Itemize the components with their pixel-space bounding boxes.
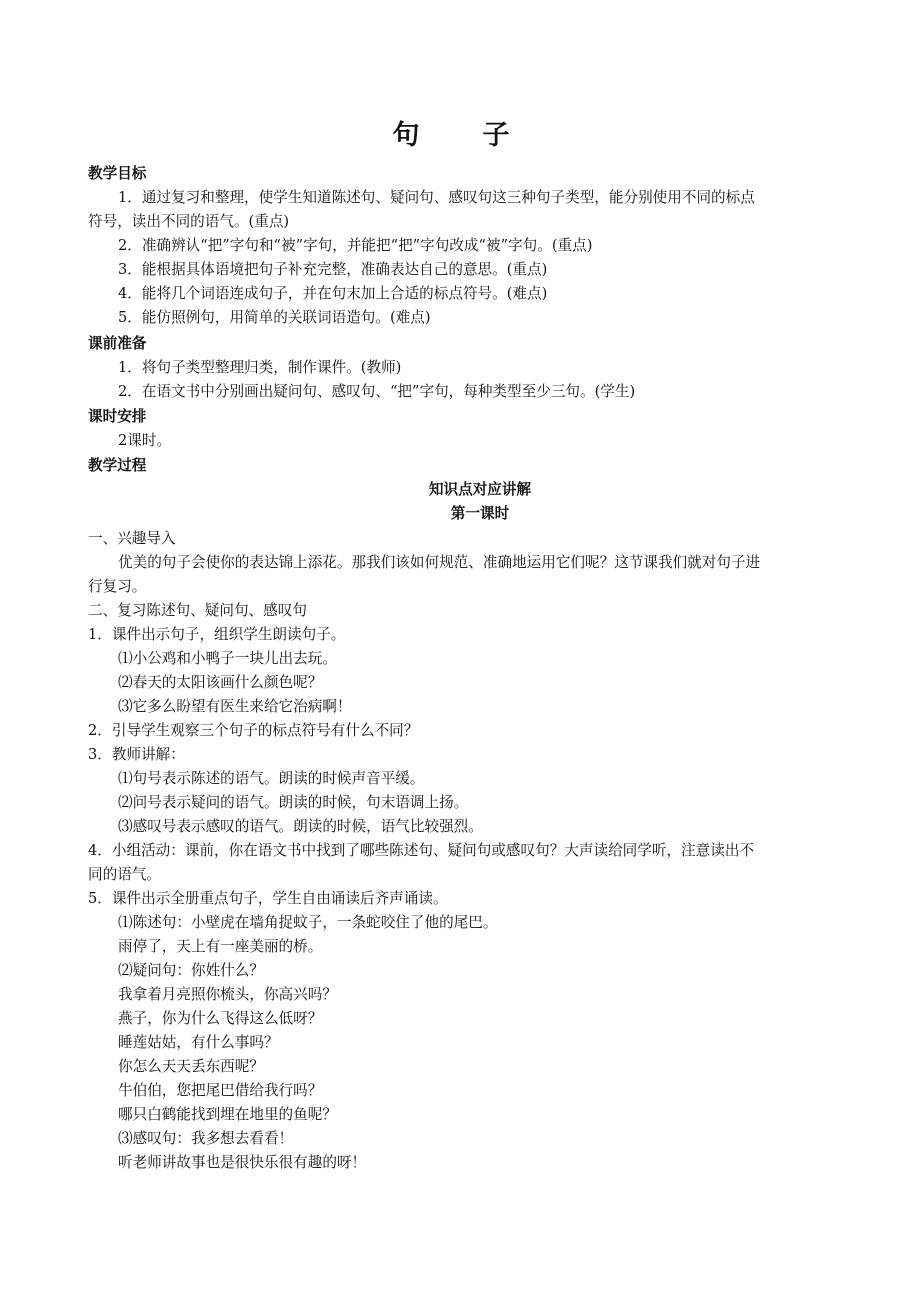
step-3-item-2: ⑵问号表示疑问的语气。朗读的时候，句末语调上扬。 [118, 794, 469, 811]
lesson-title: 第一课时 [450, 505, 510, 522]
goals-heading: 教学目标 [88, 165, 147, 182]
part1-text-cont: 行复习。 [88, 578, 147, 595]
step-5: 5．课件出示全册重点句子，学生自由诵读后齐声诵读。 [88, 890, 448, 907]
prep-item-2: 2．在语文书中分别画出疑问句、感叹句、“把”字句，每种类型至少三句。(学生) [118, 383, 636, 400]
goal-item-1-cont: 符号，读出不同的语气。(重点) [88, 213, 290, 230]
process-heading: 教学过程 [88, 457, 147, 474]
step-5-item-5: 燕子，你为什么飞得这么低呀？ [118, 1010, 323, 1027]
step-5-item-7: 你怎么天天丢东西呢？ [118, 1058, 264, 1075]
goal-item-3: 3．能根据具体语境把句子补充完整，准确表达自己的意思。(重点) [118, 261, 548, 278]
step-5-item-3: ⑵疑问句：你姓什么？ [118, 962, 264, 979]
step-4: 4．小组活动：课前，你在语文书中找到了哪些陈述句、疑问句或感叹句？大声读给同学听，注意读出不 [88, 842, 755, 859]
step-5-item-4: 我拿着月亮照你梳头，你高兴吗？ [118, 986, 337, 1003]
schedule-text: 2课时。 [118, 432, 172, 449]
schedule-heading: 课时安排 [88, 408, 147, 425]
step-5-item-1: ⑴陈述句：小壁虎在墙角捉蚊子，一条蛇咬住了他的尾巴。 [118, 914, 498, 931]
goal-item-4: 4．能将几个词语连成句子，并在句末加上合适的标点符号。(难点) [118, 285, 548, 302]
step-3: 3．教师讲解： [88, 746, 185, 763]
goal-item-1: 1．通过复习和整理，使学生知道陈述句、疑问句、感叹句这三种句子类型，能分别使用不同的标点 [118, 189, 755, 206]
goal-item-2: 2．准确辨认“把”字句和“被”字句，并能把“把”字句改成“被”字句。(重点) [118, 237, 593, 254]
step-1: 1．课件出示句子，组织学生朗读句子。 [88, 626, 346, 643]
step-5-item-6: 睡莲姑姑，有什么事吗？ [118, 1034, 279, 1051]
step-3-item-1: ⑴句号表示陈述的语气。朗读的时候声音平缓。 [118, 770, 425, 787]
process-subtitle: 知识点对应讲解 [428, 481, 532, 498]
step-3-item-3: ⑶感叹号表示感叹的语气。朗读的时候，语气比较强烈。 [118, 818, 483, 835]
step-5-item-9: 哪只白鹤能找到埋在地里的鱼呢？ [118, 1106, 337, 1123]
step-1-item-3: ⑶它多么盼望有医生来给它治病啊！ [118, 698, 352, 715]
step-5-item-2: 雨停了，天上有一座美丽的桥。 [118, 938, 323, 955]
prep-heading: 课前准备 [88, 335, 147, 352]
goal-item-5: 5．能仿照例句，用简单的关联词语造句。(难点) [118, 309, 431, 326]
page-title: 句 子 [392, 120, 528, 151]
prep-item-1: 1．将句子类型整理归类，制作课件。(教师) [118, 359, 402, 376]
step-2: 2．引导学生观察三个句子的标点符号有什么不同？ [88, 722, 419, 739]
part1-title: 一、兴趣导入 [88, 530, 176, 547]
step-5-item-8: 牛伯伯，您把尾巴借给我行吗？ [118, 1082, 323, 1099]
step-1-item-2: ⑵春天的太阳该画什么颜色呢？ [118, 674, 323, 691]
part2-title: 二、复习陈述句、疑问句、感叹句 [88, 602, 307, 619]
step-4-cont: 同的语气。 [88, 866, 161, 883]
step-5-item-10: ⑶感叹句：我多想去看看！ [118, 1130, 294, 1147]
step-1-item-1: ⑴小公鸡和小鸭子一块儿出去玩。 [118, 650, 337, 667]
step-5-item-11: 听老师讲故事也是很快乐很有趣的呀！ [118, 1154, 367, 1171]
part1-text: 优美的句子会使你的表达锦上添花。那我们该如何规范、准确地运用它们呢？这节课我们就对句子进 [118, 554, 761, 571]
